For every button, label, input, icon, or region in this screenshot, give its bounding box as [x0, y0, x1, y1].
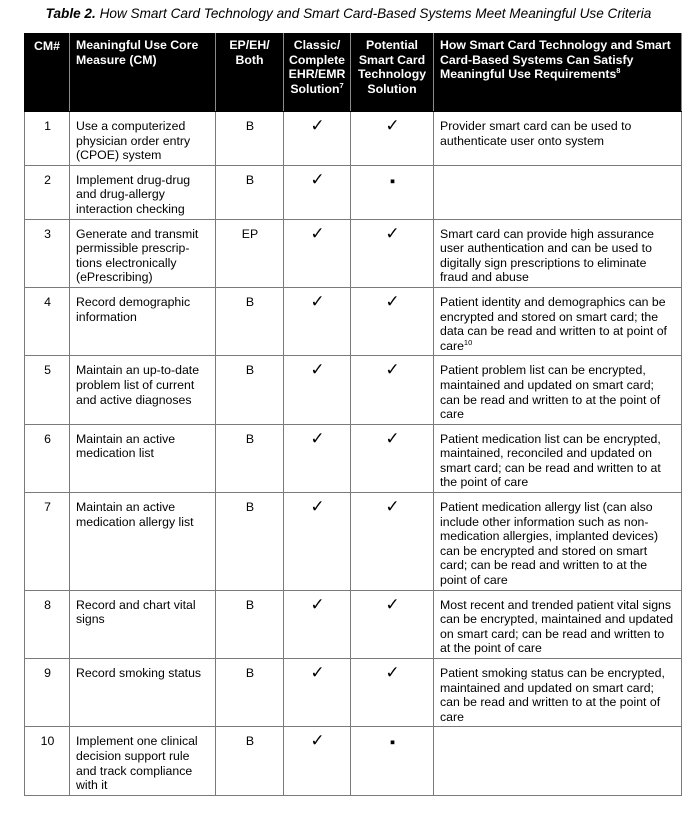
- ep-cell: B: [216, 424, 284, 492]
- potential-check-icon: ✓: [351, 659, 434, 727]
- potential-check-icon: ✓: [351, 424, 434, 492]
- header-classic-footnote: 7: [339, 80, 344, 90]
- table-row: [25, 112, 682, 166]
- header-classic-text: Classic/ Complete EHR/EMR Solution: [288, 38, 346, 96]
- how-cell: [434, 165, 682, 219]
- potential-check-icon: ✓: [351, 356, 434, 424]
- how-text: Provider smart card can be used to authenticate user onto system: [440, 119, 632, 148]
- classic-check-icon: ✓: [284, 727, 351, 795]
- cm-number: 1: [25, 112, 70, 166]
- how-cell: [434, 590, 682, 658]
- measure-cell: Generate and transmit permissible prescrip-tions electronically (ePrescribing): [70, 219, 216, 287]
- how-cell: [434, 727, 682, 795]
- measure-cell: Implement one clinical decision support rule and track compliance with it: [70, 727, 216, 795]
- how-text: Smart card can provide high assurance user authentication and can be used to digitally sign prescriptions to eliminate fraud and abuse: [440, 226, 654, 285]
- table-caption: [0, 6, 697, 21]
- classic-check-icon: ✓: [284, 493, 351, 591]
- how-text: Patient identity and demographics can be encrypted and stored on smart card; the data can be read and written to at point of care: [440, 294, 667, 353]
- how-cell: [434, 219, 682, 287]
- classic-check-icon: ✓: [284, 112, 351, 166]
- caption-label: Table 2.: [45, 6, 96, 21]
- classic-check-icon: ✓: [284, 219, 351, 287]
- cm-number: 3: [25, 219, 70, 287]
- header-ep: EP/EH/ Both: [216, 34, 284, 112]
- classic-check-icon: ✓: [284, 356, 351, 424]
- potential-bullet-icon: ▪: [351, 165, 434, 219]
- cm-number: 6: [25, 424, 70, 492]
- ep-cell: B: [216, 590, 284, 658]
- header-measure: Meaningful Use Core Measure (CM): [70, 34, 216, 112]
- measure-cell: Record and chart vital signs: [70, 590, 216, 658]
- measure-cell: Record demographic information: [70, 287, 216, 355]
- table-row: [25, 356, 682, 424]
- classic-check-icon: ✓: [284, 165, 351, 219]
- header-classic: [284, 34, 351, 112]
- table-row: [25, 219, 682, 287]
- cm-number: 4: [25, 287, 70, 355]
- measure-cell: Implement drug-drug and drug-allergy interaction checking: [70, 165, 216, 219]
- ep-cell: B: [216, 356, 284, 424]
- ep-cell: B: [216, 287, 284, 355]
- classic-check-icon: ✓: [284, 287, 351, 355]
- table-row: [25, 287, 682, 355]
- how-text: Patient problem list can be encrypted, maintained and updated on smart card; can be read and written to at the point of care: [440, 363, 661, 422]
- how-cell: [434, 112, 682, 166]
- measure-cell: Maintain an active medication allergy list: [70, 493, 216, 591]
- ep-cell: B: [216, 493, 284, 591]
- cm-number: 8: [25, 590, 70, 658]
- table-row: [25, 659, 682, 727]
- table-row: [25, 727, 682, 795]
- table-row: [25, 165, 682, 219]
- table-row: [25, 424, 682, 492]
- header-cm: CM#: [25, 34, 70, 112]
- how-footnote: 10: [463, 337, 473, 347]
- table-row: [25, 590, 682, 658]
- measure-cell: Use a computerized physician order entry (CPOE) system: [70, 112, 216, 166]
- how-text: Patient smoking status can be encrypted, maintained and updated on smart card; can be read and written to at the point of care: [440, 666, 665, 724]
- header-how-text: How Smart Card Technology and Smart Card-Based Systems Can Satisfy Meaningful Use Requirements: [440, 38, 671, 82]
- measure-cell: Maintain an active medication list: [70, 424, 216, 492]
- header-potential: Potential Smart Card Technology Solution: [351, 34, 434, 112]
- caption-text: How Smart Card Technology and Smart Card-Based Systems Meet Meaningful Use Criteria: [99, 6, 652, 21]
- cm-number: 2: [25, 165, 70, 219]
- ep-cell: EP: [216, 219, 284, 287]
- potential-check-icon: ✓: [351, 287, 434, 355]
- ep-cell: B: [216, 112, 284, 166]
- classic-check-icon: ✓: [284, 424, 351, 492]
- header-how: [434, 34, 682, 112]
- potential-check-icon: ✓: [351, 590, 434, 658]
- how-cell: [434, 356, 682, 424]
- how-cell: [434, 287, 682, 355]
- header-how-footnote: 8: [616, 66, 621, 76]
- potential-check-icon: ✓: [351, 219, 434, 287]
- cm-number: 7: [25, 493, 70, 591]
- meaningful-use-table: [24, 33, 682, 796]
- how-cell: [434, 493, 682, 591]
- potential-check-icon: ✓: [351, 112, 434, 166]
- classic-check-icon: ✓: [284, 659, 351, 727]
- potential-check-icon: ✓: [351, 493, 434, 591]
- header-row: [25, 34, 682, 112]
- measure-cell: Record smoking status: [70, 659, 216, 727]
- classic-check-icon: ✓: [284, 590, 351, 658]
- potential-bullet-icon: ▪: [351, 727, 434, 795]
- cm-number: 10: [25, 727, 70, 795]
- how-cell: [434, 424, 682, 492]
- how-text: Patient medication allergy list (can also include other information such as non-medication allergies, implanted devices) can be encrypted and stored on smart card; can be read and written to at the point of care: [440, 500, 659, 588]
- ep-cell: B: [216, 165, 284, 219]
- how-text: Patient medication list can be encrypted, maintained, reconciled and updated on smart card; can be read and written to at the point of care: [440, 431, 661, 490]
- ep-cell: B: [216, 659, 284, 727]
- how-cell: [434, 659, 682, 727]
- table-row: [25, 493, 682, 591]
- cm-number: 9: [25, 659, 70, 727]
- measure-cell: Maintain an up-to-date problem list of current and active diagnoses: [70, 356, 216, 424]
- how-text: Most recent and trended patient vital signs can be encrypted, maintained and updated on smart card; can be read and written to at the point of care: [440, 597, 674, 656]
- ep-cell: B: [216, 727, 284, 795]
- cm-number: 5: [25, 356, 70, 424]
